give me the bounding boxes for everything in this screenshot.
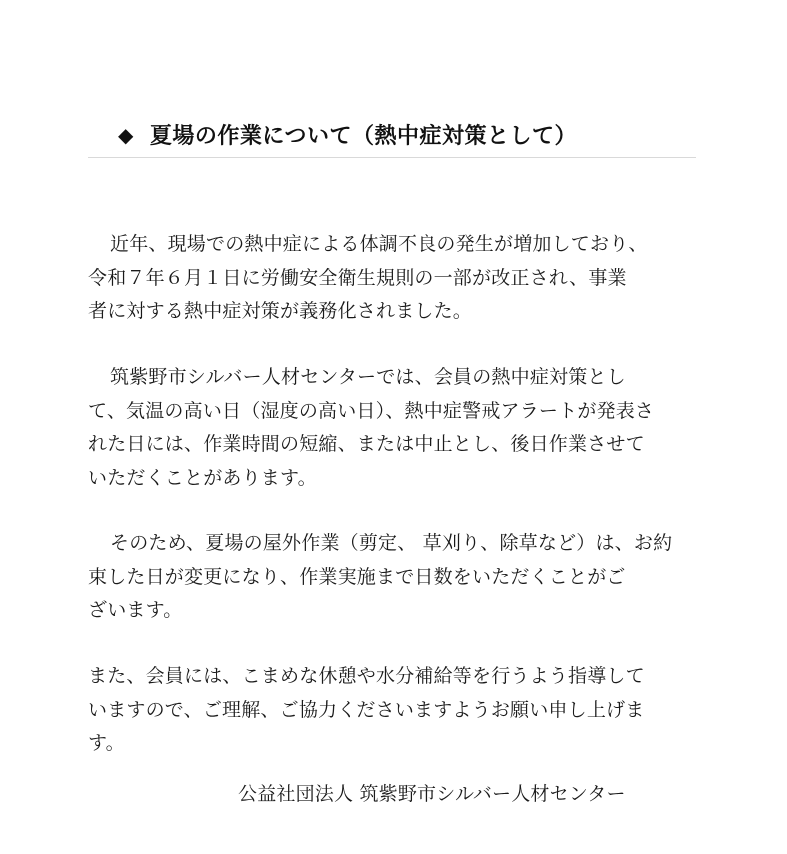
notice-title-text: 夏場の作業について（熱中症対策として） <box>149 124 577 149</box>
paragraph-line: いただくことがあります。 <box>88 466 317 489</box>
paragraph-line: れた日には、作業時間の短縮、または中止とし、後日作業させて <box>88 433 645 455</box>
paragraph-line: す。 <box>88 732 125 754</box>
paragraph-line: ざいます。 <box>88 599 183 621</box>
notice-title <box>88 112 696 158</box>
paragraph-line: いますので、ご理解、ご協力くださいますようお願い申し上げま <box>88 698 645 721</box>
paragraph-heatstroke-regulation <box>88 228 698 329</box>
organization-signature: 公益社団法人 筑紫野市シルバー人材センター <box>238 783 626 805</box>
paragraph-line: て、気温の高い日（湿度の高い日）、熱中症警戒アラートが発表さ <box>88 399 655 422</box>
paragraph-center-policy <box>88 361 698 495</box>
paragraph-line: また、会員には、こまめな休憩や水分補給等を行うよう指導して <box>88 665 645 687</box>
paragraph-line: 令和７年６月１日に労働安全衛生規則の一部が改正され、事業 <box>88 266 627 289</box>
paragraph-outdoor-work <box>88 527 698 628</box>
paragraph-line: 筑紫野市シルバー人材センターでは、会員の熱中症対策とし <box>110 366 626 388</box>
paragraph-line: 者に対する熱中症対策が義務化されました。 <box>88 300 473 322</box>
paragraph-member-guidance <box>88 660 698 761</box>
paragraph-line: 束した日が変更になり、作業実施まで日数をいただくことがご <box>88 565 626 588</box>
paragraph-line: そのため、夏場の屋外作業（剪定、 草刈り、除草など）は、お約 <box>110 532 673 554</box>
diamond-bullet-icon: ◆ <box>118 122 134 147</box>
paragraph-line: 近年、現場での熱中症による体調不良の発生が増加しており、 <box>110 233 648 255</box>
